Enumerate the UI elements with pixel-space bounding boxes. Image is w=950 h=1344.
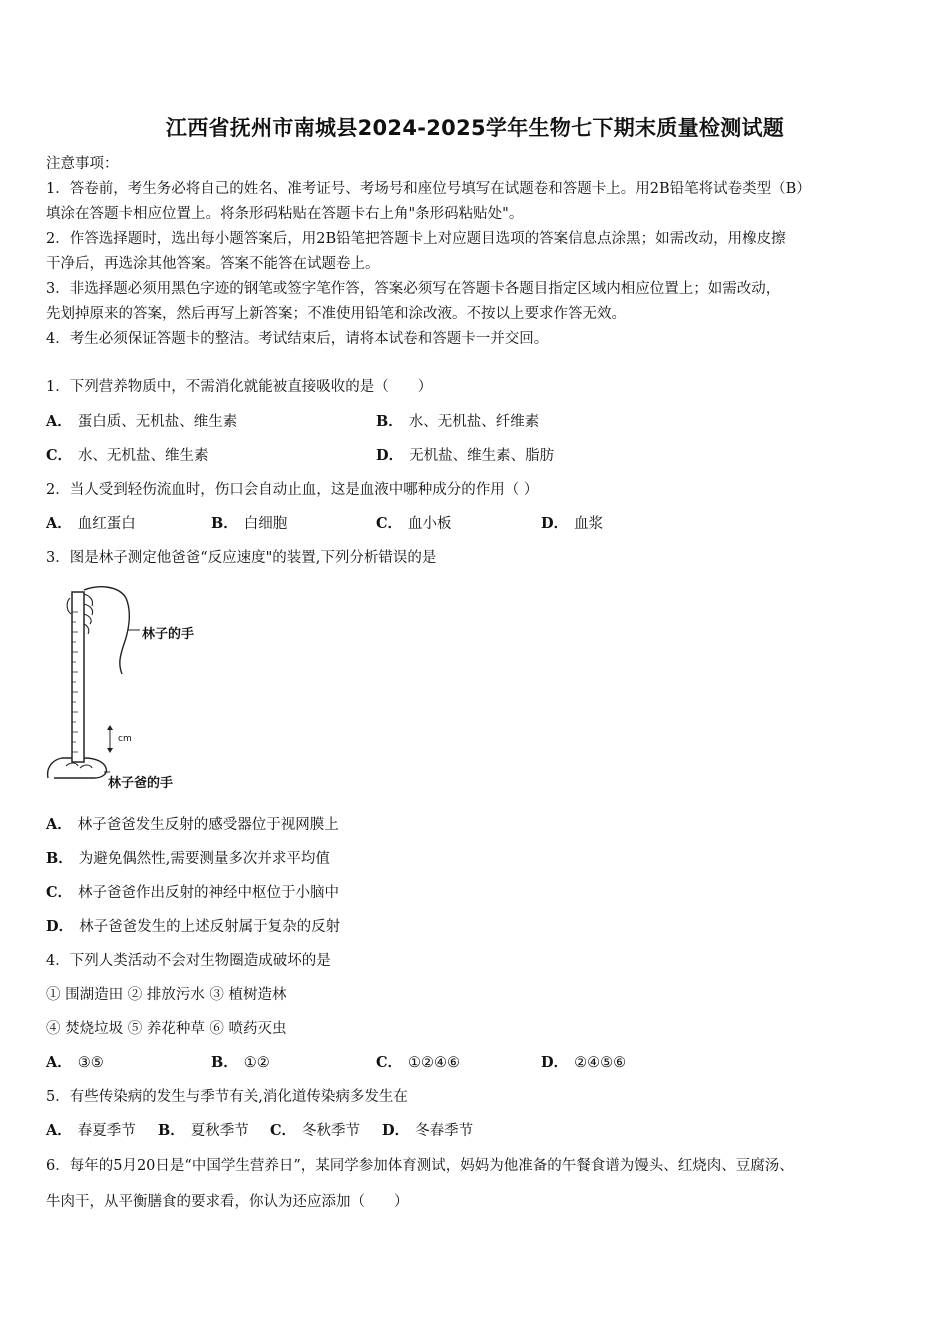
option-text: 血红蛋白 xyxy=(77,516,136,532)
option-label: C． xyxy=(46,447,73,464)
page-title: 江西省抚州市南城县2024-2025学年生物七下期末质量检测试题 xyxy=(165,116,785,140)
option-text: 白细胞 xyxy=(243,516,288,532)
question-6-stem-line-1: 6．每年的5月20日是“中国学生营养日”，某同学参加体育测试，妈妈为他准备的午餐食谱为馒头、红烧肉、豆腐汤、 xyxy=(46,1158,794,1174)
bottom-hand-fingers xyxy=(66,763,92,768)
question-4-items-line-1: ① 围湖造田 ② 排放污水 ③ 植树造林 xyxy=(46,987,287,1003)
notice-line: 干净后，再选涂其他答案。答案不能答在试题卷上。 xyxy=(46,256,380,272)
figure-label-father-hand: 林子爸的手 xyxy=(108,776,174,791)
question-4-stem: 4．下列人类活动不会对生物圈造成破坏的是 xyxy=(46,953,331,969)
question-5-option-c xyxy=(270,1119,360,1140)
question-2-option-a xyxy=(46,512,136,533)
option-text: 无机盐、维生素、脂肪 xyxy=(409,448,555,464)
question-3-stem: 3．图是林子测定他爸爸“反应速度"的装置,下列分析错误的是 xyxy=(46,550,437,566)
question-1-stem: 1．下列营养物质中，不需消化就能被直接吸收的是（ ） xyxy=(46,379,433,395)
question-2-option-c xyxy=(376,512,452,533)
top-hand-outline xyxy=(84,587,129,674)
question-3-option-b xyxy=(46,847,330,868)
question-5-option-d xyxy=(382,1119,473,1140)
option-label: B． xyxy=(46,850,73,867)
option-label: C． xyxy=(376,1054,403,1071)
reaction-ruler-figure xyxy=(44,582,244,792)
top-hand-fingers xyxy=(84,594,93,634)
option-text: 水、无机盐、维生素 xyxy=(78,448,209,464)
question-5-option-a xyxy=(46,1119,136,1140)
notice-line: 4．考生必须保证答题卡的整洁。考试结束后，请将本试卷和答题卡一并交回。 xyxy=(46,331,549,347)
question-1-option-b xyxy=(376,410,539,431)
question-3-option-a xyxy=(46,813,339,834)
notice-line: 3．非选择题必须用黑色字迹的钢笔或签字笔作答，答案必须写在答题卡各题目指定区域内相应位置上；如需改动， xyxy=(46,281,781,297)
ruler-body xyxy=(72,592,84,762)
option-text: 林子爸爸发生反射的感受器位于视网膜上 xyxy=(77,817,339,833)
option-label: B． xyxy=(158,1122,185,1139)
question-2-stem: 2．当人受到轻伤流血时，伤口会自动止血，这是血液中哪种成分的作用（ ） xyxy=(46,482,539,498)
question-4-option-b xyxy=(211,1051,270,1072)
option-text: 冬春季节 xyxy=(415,1123,474,1139)
question-5-option-b xyxy=(158,1119,249,1140)
option-text: ③⑤ xyxy=(77,1055,104,1071)
question-4-option-c xyxy=(376,1051,460,1072)
question-2-option-b xyxy=(211,512,287,533)
question-2-option-d xyxy=(541,512,603,533)
notice-line: 填涂在答题卡相应位置上。将条形码粘贴在答题卡右上角"条形码粘贴处"。 xyxy=(46,206,524,222)
notice-line: 2．作答选择题时，选出每小题答案后，用2B铅笔把答题卡上对应题目选项的答案信息点涂黑；如需改动，用橡皮擦 xyxy=(46,231,786,247)
option-label: A． xyxy=(46,1054,72,1071)
option-label: C． xyxy=(376,515,403,532)
option-label: D． xyxy=(541,515,569,532)
option-text: 蛋白质、无机盐、维生素 xyxy=(77,414,238,430)
notice-line: 1．答卷前，考生务必将自己的姓名、准考证号、考场号和座位号填写在试题卷和答题卡上。用2B铅笔将试卷类型（B） xyxy=(46,181,811,197)
top-hand-thumb xyxy=(67,598,71,614)
option-text: 林子爸爸发生的上述反射属于复杂的反射 xyxy=(79,919,341,935)
notice-line: 先划掉原来的答案，然后再写上新答案；不准使用铅笔和涂改液。不按以上要求作答无效。 xyxy=(46,306,626,322)
option-label: C． xyxy=(270,1122,297,1139)
option-text: 血浆 xyxy=(574,516,604,532)
option-text: 春夏季节 xyxy=(77,1123,136,1139)
option-label: A． xyxy=(46,515,72,532)
question-1-option-c xyxy=(46,444,209,465)
option-text: ②④⑤⑥ xyxy=(574,1055,627,1071)
option-label: B． xyxy=(211,515,238,532)
option-text: 血小板 xyxy=(408,516,452,532)
option-text: 水、无机盐、纤维素 xyxy=(408,414,540,430)
question-4-option-a xyxy=(46,1051,104,1072)
option-text: ①②④⑥ xyxy=(408,1055,461,1071)
question-1-option-d xyxy=(376,444,554,465)
option-label: D． xyxy=(46,918,74,935)
figure-label-linzi-hand: 林子的手 xyxy=(142,627,195,642)
option-text: ①② xyxy=(243,1055,270,1071)
option-label: D． xyxy=(376,447,404,464)
option-label: B． xyxy=(211,1054,238,1071)
option-label: A． xyxy=(46,1122,72,1139)
option-label: A． xyxy=(46,816,72,833)
option-label: C． xyxy=(46,884,73,901)
question-3-option-c xyxy=(46,881,339,902)
question-6-stem-line-2: 牛肉干，从平衡膳食的要求看，你认为还应添加（ ） xyxy=(46,1194,409,1210)
option-label: D． xyxy=(382,1122,410,1139)
option-text: 为避免偶然性,需要测量多次并求平均值 xyxy=(78,851,330,867)
option-text: 冬秋季节 xyxy=(302,1123,361,1139)
figure-unit-label: cm xyxy=(118,734,132,744)
notice-heading: 注意事项： xyxy=(46,156,119,172)
question-5-stem: 5．有些传染病的发生与季节有关,消化道传染病多发生在 xyxy=(46,1089,408,1105)
ruler-hands-illustration xyxy=(44,582,244,792)
option-label: B． xyxy=(376,413,403,430)
option-text: 夏秋季节 xyxy=(190,1123,249,1139)
option-text: 林子爸爸作出反射的神经中枢位于小脑中 xyxy=(78,885,340,901)
option-label: A． xyxy=(46,413,72,430)
option-label: D． xyxy=(541,1054,569,1071)
question-4-items-line-2: ④ 焚烧垃圾 ⑤ 养花种草 ⑥ 喷药灭虫 xyxy=(46,1021,287,1037)
question-1-option-a xyxy=(46,410,237,431)
question-4-option-d xyxy=(541,1051,626,1072)
question-3-option-d xyxy=(46,915,340,936)
